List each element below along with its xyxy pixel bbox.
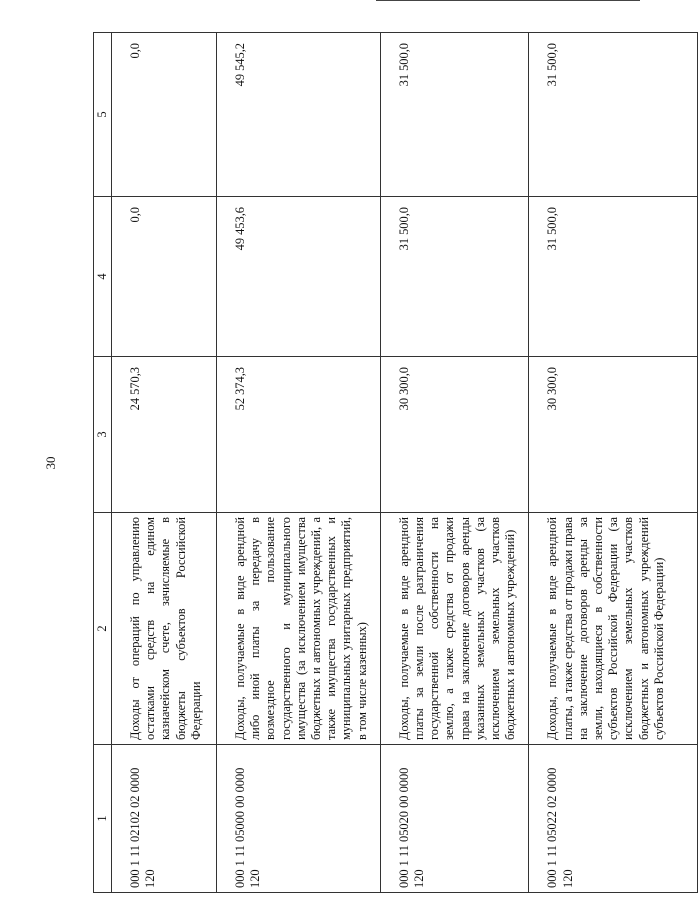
value-col-3: 52 374,3 (217, 357, 381, 513)
header-col-4: 4 (94, 197, 112, 357)
value-col-4: 49 453,6 (217, 197, 381, 357)
page-number: 30 (43, 456, 58, 470)
value-col-5: 0,0 (112, 33, 217, 197)
header-col-2: 2 (94, 513, 112, 745)
rotated-page (43, 33, 666, 893)
revenue-description: Доходы, получаемые в виде арендной либо иной платы за передачу в возмездное пользование государственного и муниципального имущества (за исключением имущества бюджетных и автономных учреждений, а также имущества государственных и муниципальных унитарных предприятий, в том числе казенных) (217, 513, 381, 745)
value-col-3: 30 300,0 (529, 357, 698, 513)
revenue-description: Доходы, получаемые в виде арендной платы, а также средства от продажи права на заключение договоров аренды за земли, находящиеся в собственности субъектов Российской Федерации (за исключением земельных участков бюджетных и автономных учреждений субъектов Российской Федерации) (529, 513, 698, 745)
header-col-3: 3 (94, 357, 112, 513)
table-header-row (94, 33, 112, 893)
value-col-5: 49 545,2 (217, 33, 381, 197)
revenue-description: Доходы, получаемые в виде арендной платы за земли после разграничения государственной собственности на землю, а также средства от продажи права на заключение договоров аренды указанных земельных участков (за исключением земельных участков бюджетных и автономных учреждений) (380, 513, 529, 745)
header-col-5: 5 (94, 33, 112, 197)
revenue-table (93, 32, 698, 893)
budget-code: 000 1 11 02102 02 0000 120 (112, 745, 217, 893)
value-col-5: 31 500,0 (380, 33, 529, 197)
table-row (380, 33, 529, 893)
budget-code: 000 1 11 05000 00 0000 120 (217, 745, 381, 893)
budget-code: 000 1 11 05022 02 0000 120 (529, 745, 698, 893)
revenue-description: Доходы от операций по управлению остатками средств на едином казначейском счете, зачисляемые в бюджеты субъектов Российской Федерации (112, 513, 217, 745)
value-col-3: 30 300,0 (380, 357, 529, 513)
value-col-3: 24 570,3 (112, 357, 217, 513)
value-col-4: 31 500,0 (380, 197, 529, 357)
table-row (529, 33, 698, 893)
value-col-5: 31 500,0 (529, 33, 698, 197)
table-row (217, 33, 381, 893)
header-col-1: 1 (94, 745, 112, 893)
top-rule (376, 0, 640, 1)
table-row (112, 33, 217, 893)
budget-code: 000 1 11 05020 00 0000 120 (380, 745, 529, 893)
value-col-4: 0,0 (112, 197, 217, 357)
value-col-4: 31 500,0 (529, 197, 698, 357)
